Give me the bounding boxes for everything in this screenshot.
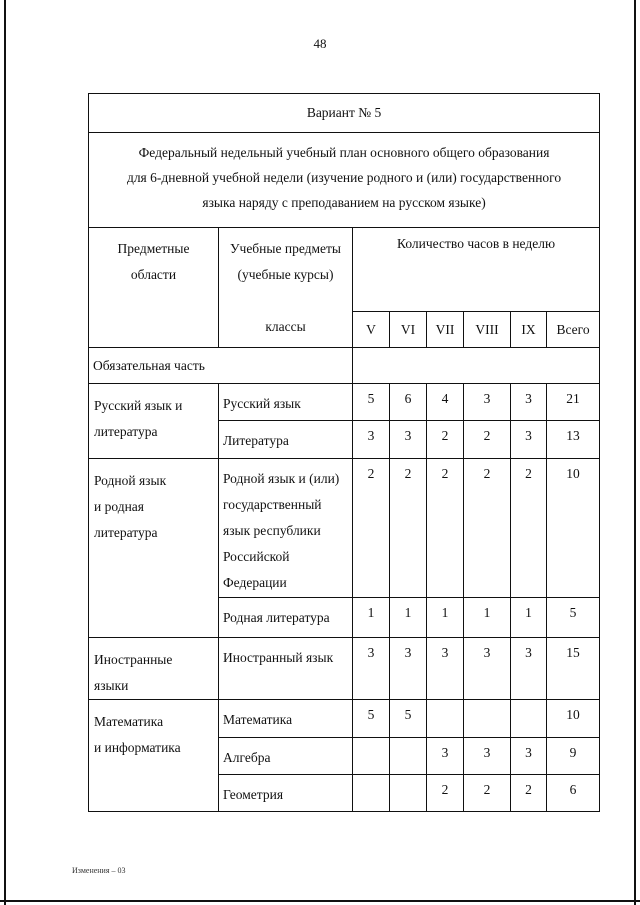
plan-title xyxy=(89,133,600,228)
header-subject-line: Учебные предметы xyxy=(229,241,342,256)
hours-cell: 2 xyxy=(464,421,511,459)
subject-name-line: Российской xyxy=(223,549,290,564)
subject-name-line: государственный xyxy=(223,497,322,512)
hours-cell: 3 xyxy=(427,638,464,700)
subject-area-line: литература xyxy=(94,424,158,439)
subject-name-line: Родной язык и (или) xyxy=(223,471,340,486)
hours-cell: 4 xyxy=(427,384,464,421)
hours-cell: 2 xyxy=(464,459,511,598)
subject-name: Алгебра xyxy=(219,738,353,775)
variant-title: Вариант № 5 xyxy=(89,94,600,133)
hours-cell: 2 xyxy=(511,775,547,812)
mandatory-part-empty xyxy=(353,348,600,384)
hours-cell: 2 xyxy=(427,459,464,598)
hours-cell: 3 xyxy=(511,738,547,775)
hours-total-cell: 9 xyxy=(547,738,600,775)
hours-cell: 2 xyxy=(464,775,511,812)
header-subject-areas xyxy=(89,228,219,348)
hours-cell: 3 xyxy=(353,638,390,700)
hours-cell: 3 xyxy=(464,384,511,421)
grade-header: V xyxy=(353,312,390,348)
hours-cell: 3 xyxy=(464,638,511,700)
hours-total-cell: 5 xyxy=(547,598,600,638)
hours-cell: 1 xyxy=(511,598,547,638)
subject-area-line: языки xyxy=(94,678,129,693)
grade-header: IX xyxy=(511,312,547,348)
subject-name: Математика xyxy=(219,700,353,738)
subject-area-line: и информатика xyxy=(94,740,181,755)
hours-cell: 2 xyxy=(427,421,464,459)
subject-name: Русский язык xyxy=(219,384,353,421)
hours-cell: 5 xyxy=(353,700,390,738)
hours-cell: 3 xyxy=(390,638,427,700)
hours-cell xyxy=(353,738,390,775)
hours-cell: 3 xyxy=(390,421,427,459)
subject-name: Геометрия xyxy=(219,775,353,812)
hours-cell: 5 xyxy=(390,700,427,738)
header-classes: классы xyxy=(265,319,306,334)
hours-cell xyxy=(390,738,427,775)
grade-header: VII xyxy=(427,312,464,348)
plan-title-line: для 6-дневной учебной недели (изучение родного и (или) государственного xyxy=(126,170,562,185)
grade-header: VI xyxy=(390,312,427,348)
header-area-line: области xyxy=(130,267,177,282)
subject-name: Родная литература xyxy=(219,598,353,638)
hours-cell: 2 xyxy=(511,459,547,598)
hours-cell: 3 xyxy=(511,638,547,700)
subject-area-line: Русский язык и xyxy=(94,398,183,413)
header-subjects xyxy=(219,228,353,348)
footer-note: Изменения – 03 xyxy=(72,866,126,875)
hours-cell: 3 xyxy=(511,421,547,459)
grade-header: VIII xyxy=(464,312,511,348)
hours-cell: 2 xyxy=(353,459,390,598)
hours-cell xyxy=(353,775,390,812)
subject-name-line: Федерации xyxy=(223,575,287,590)
hours-cell: 1 xyxy=(464,598,511,638)
hours-total-cell: 21 xyxy=(547,384,600,421)
hours-total-cell: 10 xyxy=(547,700,600,738)
subject-area-line: Математика xyxy=(94,714,164,729)
hours-cell: 3 xyxy=(427,738,464,775)
header-subject-line: (учебные курсы) xyxy=(237,267,334,282)
subject-area-line: литература xyxy=(94,525,158,540)
hours-total-cell: 6 xyxy=(547,775,600,812)
hours-cell: 2 xyxy=(390,459,427,598)
curriculum-table xyxy=(88,93,600,812)
subject-name: Литература xyxy=(219,421,353,459)
hours-cell: 3 xyxy=(511,384,547,421)
subject-area-cell xyxy=(89,384,219,459)
subject-name xyxy=(219,459,353,598)
scan-border-bottom xyxy=(0,900,640,902)
hours-total-cell: 15 xyxy=(547,638,600,700)
hours-cell: 3 xyxy=(353,421,390,459)
mandatory-part-label: Обязательная часть xyxy=(89,348,353,384)
hours-cell xyxy=(390,775,427,812)
subject-name-line: язык республики xyxy=(223,523,321,538)
hours-cell: 6 xyxy=(390,384,427,421)
subject-area-cell xyxy=(89,638,219,700)
scan-border-left xyxy=(4,0,6,905)
hours-cell: 1 xyxy=(427,598,464,638)
hours-cell xyxy=(511,700,547,738)
hours-cell: 2 xyxy=(427,775,464,812)
hours-cell: 3 xyxy=(464,738,511,775)
hours-cell: 5 xyxy=(353,384,390,421)
scan-border-right xyxy=(634,0,636,905)
hours-cell xyxy=(464,700,511,738)
hours-cell: 1 xyxy=(390,598,427,638)
hours-cell: 1 xyxy=(353,598,390,638)
header-hours-per-week: Количество часов в неделю xyxy=(353,228,600,312)
header-area-line: Предметные xyxy=(117,241,190,256)
plan-title-line: Федеральный недельный учебный план основного общего образования xyxy=(138,145,550,160)
hours-cell xyxy=(427,700,464,738)
subject-area-cell xyxy=(89,700,219,812)
grade-header-total: Всего xyxy=(547,312,600,348)
subject-area-line: Родной язык xyxy=(94,473,167,488)
subject-area-line: Иностранные xyxy=(94,652,173,667)
hours-total-cell: 10 xyxy=(547,459,600,598)
subject-area-cell xyxy=(89,459,219,638)
subject-area-line: и родная xyxy=(94,499,145,514)
hours-total-cell: 13 xyxy=(547,421,600,459)
page-number: 48 xyxy=(313,36,327,51)
plan-title-line: языка наряду с преподаванием на русском языке) xyxy=(202,195,486,210)
subject-name: Иностранный язык xyxy=(219,638,353,700)
